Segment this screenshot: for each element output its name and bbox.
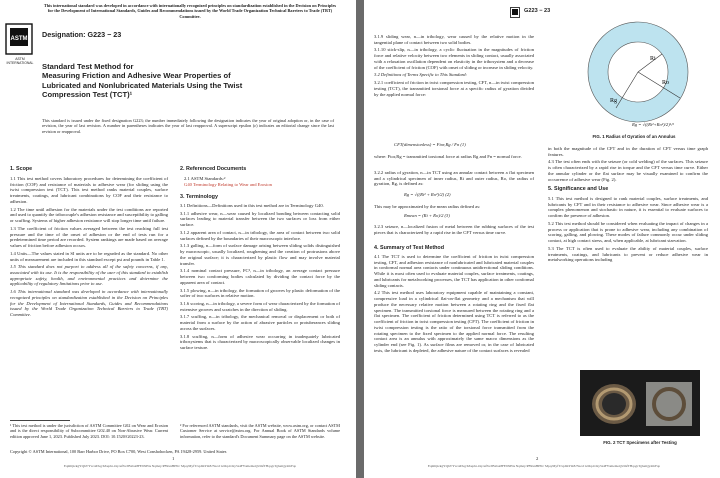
paragraph: 5.1 This test method is designed to rank material couples, surface treatments, and lubricants by CFT and in their resistance to adhesive wear. Since adhesive wear is a complex phenomenon and stochastic in nature, it is essential to evaluate surfaces to confirm the presence of adhesion. bbox=[548, 196, 708, 219]
paragraph: 1.5 This standard does not purport to address all of the safety concerns, if any, associated with its use. It is the responsibility of the user of this standard to establish appropriate safety, health, and environmental practices and determine the applicability of regulatory limitations prior to use. bbox=[10, 264, 168, 287]
notice-banner: This international standard was developed in accordance with internationally recognized principles on standardization established in the Decision on Principles for the Development of International Standards, Guides and Recommendations issued by the World Trade Organization Technical Barriers to Trade (TBT) Committee. bbox=[43, 3, 337, 19]
paragraph: 3.2.1 coefficient of friction in twist compression testing, CFT, n—in twist compression testing (TCT), the transmitted torsional force at a specific radius of gyration divided by the applied normal force: bbox=[374, 80, 534, 97]
radius-of-gyration-figure bbox=[576, 18, 706, 130]
title-line: Standard Test Method for bbox=[42, 62, 134, 71]
radius-definition: 3.2.2 radius of gyration, n—in TCT using an annular contact between a flat specimen and a cylindrical specimen of inner radius, Ri and outer radius, Ro, the radius of gyration, Rg, is defined as: bbox=[374, 170, 534, 187]
paragraph: 4.2 This test method uses laboratory equipment capable of maintaining a constant, compressive load in a cylindrical flat-on-flat geometry and a mechanism that will produce the necessary relative motion between a rotating ring and the fixed flat specimen. The transmitted torsional force is measured between the rotating ring and a flat specimen. The coefficient of friction determined using TCT is referred to as the coefficient of friction in twist compression testing (CFT). The coefficient of friction in twist compression testing is the ratio of the torsional force transmitted from the rotating specimen to the fixed specimen to the applied normal force. The resulting contact area is an annulus with approximately the same macro dimensions as the cylinder end (see Fig. 1). As surface films are removed or, in the case of lubricated tests, the lubricant is depleted, the adhesive nature of the contact surfaces is revealed bbox=[374, 290, 534, 353]
summary-heading: 4. Summary of Test Method bbox=[374, 245, 444, 251]
paragraph: 3.1.4 nominal contact pressure, FC², n—in tribology, an average contact pressure between two conforming bodies calculated by dividing the contact force by the apparent area of contact. bbox=[180, 268, 340, 285]
title-line: Lubricated and Nonlubricated Materials Using the Twist bbox=[42, 80, 243, 90]
references-heading: 2. Referenced Documents bbox=[180, 166, 247, 172]
equation-2: Rg = √((Ri² + Ro²)/2) (2) bbox=[404, 192, 451, 197]
paragraph: 4.3 The test often ends with the seizure (or cold welding) of the surfaces. This seizure is often characterized by a rapid rise in torque and the CFT versus time curve. Either the annular cylinder or the flat surface may be visually examined to confirm the occurrence of adhesive wear (Fig. 2). bbox=[548, 159, 708, 182]
document-page-1 bbox=[0, 0, 356, 478]
rg-label: Rg bbox=[610, 98, 618, 104]
footnote-right: ² For referenced ASTM standards, visit the ASTM website, www.astm.org, or contact ASTM Customer Service at service@astm.org. For Annual Book of ASTM Standards volume information, refer to the standard's Document Summary page on the ASTM website. bbox=[180, 423, 340, 439]
where-clause: where: Ftor,Rg = transmitted torsional force at radius Rg and Fn = normal force. bbox=[374, 154, 522, 159]
footnote-divider bbox=[10, 420, 70, 421]
document-page-2 bbox=[364, 0, 720, 478]
title-line: Measuring Friction and Adhesive Wear Properties of bbox=[42, 71, 231, 81]
logo-caption: ASTM INTERNATIONAL bbox=[6, 57, 34, 66]
svg-text:ASTM: ASTM bbox=[10, 36, 28, 42]
paragraph: 1.6 This international standard was developed in accordance with internationally recognized principles on standardization established in the Decision on Principles for the Development of International Standards, Guides and Recommendations issued by the World Trade Organization Technical Barriers to Trade (TBT) Committee. bbox=[10, 289, 168, 318]
paragraph: 3.1.9 sliding wear, n—in tribology, wear caused by the relative motion in the tangential plane of contact between two solid bodies. bbox=[374, 34, 534, 45]
tct-specimens-photo bbox=[580, 370, 700, 436]
standard-title bbox=[42, 62, 332, 99]
paragraph: 3.1.3 galling, n—form of surface damage arising between sliding solids distinguished by macroscopic, usually localized, roughening and the creation of protrusions above the original surface; it is characterized by plastic flow and may involve material transfer. bbox=[180, 243, 340, 266]
figure-formula: Rg = √((Ri²+Ro²)/2)¹/² bbox=[632, 122, 674, 127]
scope-heading: 1. Scope bbox=[10, 166, 33, 172]
issued-note: This standard is issued under the fixed designation G223; the number immediately following the designation indicates the year of original adoption or, in the case of revision, the year of last revision. A number in parentheses indicates the year of last reapproval. A superscript epsilon (ε) indicates an editorial change since the last revision or reapproval. bbox=[42, 118, 334, 134]
paragraph: 1.1 This test method covers laboratory procedures for determining the coefficient of friction (COF) and resistance of materials to adhesive wear (for sliding using the twist compression test (TCT). This test method ranks material couples, surface treatments, coatings, and lubricant combinations by COF and their resistance to adhesion. bbox=[10, 176, 168, 204]
equation-3: Rmean = (Ri + Ro)/2 (3) bbox=[404, 213, 450, 218]
ref-link-g40[interactable]: G40 Terminology Relating to Wear and Erosion bbox=[184, 181, 272, 187]
paragraph: 3.1.5 plowing, n—in tribology, the formation of grooves by plastic deformation of the softer of two surfaces in relative motion. bbox=[180, 287, 340, 299]
paragraph: 3.2 Definitions of Terms Specific to This Standard: bbox=[374, 72, 468, 78]
references-body bbox=[184, 176, 344, 187]
significance-body bbox=[548, 196, 708, 265]
page-number: 2 bbox=[536, 456, 539, 461]
paragraph: 1.2 The time until adhesion for the materials under the test conditions are reported and used to quantify the tribocouple's adhesion resistance and susceptibility to galling or scuffing. Systems of higher adhesion resistance will stop longer time until failure. bbox=[10, 206, 168, 224]
paragraph: 1.4 Units—The values stated in SI units are to be regarded as the standard. No other units of measurement are included in this standard except psi and pounds in Table 1. bbox=[10, 250, 168, 262]
paragraph: 4.1 The TCT is used to determine the coefficient of friction in twist compression testing, CFT, and adhesion resistance of nonlubricated and lubricated material couples in conformal normal area contacts under continuous unidirectional sliding conditions. While it is most often used to evaluate material couples, surface treatments, coatings, and lubricants for metalworking processes, the TCT has application in other conformal sliding contacts. bbox=[374, 254, 534, 288]
seizure-definition: 3.2.3 seizure, n—localized fusion of metal between the rubbing surfaces of the test pieces that is characterized by a rapid rise in the CFT versus time curve. bbox=[374, 224, 534, 235]
equation-1: CFT(dimensionless) = Ftor,Rg / Fn (1) bbox=[394, 142, 466, 147]
astm-mini-logo-icon bbox=[510, 7, 520, 18]
copyright-address: Copyright © ASTM International, 100 Barr Harbor Drive, PO Box C700, West Conshohocken, PA 19428-2959. United States bbox=[10, 449, 227, 454]
figure-1-caption: FIG. 1 Radius of Gyration of an Annulus bbox=[592, 134, 676, 139]
title-line: Compression Test (TCT)¹ bbox=[42, 89, 133, 99]
designation: Designation: G223 − 23 bbox=[42, 30, 122, 39]
ro-label: Ro bbox=[662, 80, 670, 86]
paragraph: 3.1.8 scuffing, n—form of adhesive wear occurring in inadequately lubricated tribosystems that is characterized by macroscopically observable localized changes in surface texture. bbox=[180, 333, 340, 351]
bottom-code: Eqmlijk/kgYQhVYw/aP/kg/hXephr-Oq1uf5x/JBxbA8FE9XHA Nqmzy/PFRsnHP8c/ Mpq/MyfT/xpImYmE/Na/oJ1ztKp1Ozy5z4FYsmemoQUmfTHqq/pTgheiQy4mYsp bbox=[427, 464, 661, 468]
definitions-body bbox=[374, 34, 534, 99]
terminology-heading: 3. Terminology bbox=[180, 194, 218, 200]
summary-body bbox=[374, 254, 534, 355]
paragraph: 3.1.7 scuffing, n—in tribology, the mechanical removal or displacement or both of material from a surface by the action of abrasive particles or protuberances sliding across the surfaces. bbox=[180, 314, 340, 331]
approximation-text: This may be approximated by the mean radius defined as: bbox=[374, 204, 481, 209]
paragraph: 3.1 Definitions—Definitions used in this test method are in Terminology G40. bbox=[180, 203, 324, 208]
terminology-body bbox=[180, 203, 340, 353]
page-header: G223 − 23 bbox=[524, 8, 551, 14]
ri-label: Ri bbox=[650, 56, 656, 62]
paragraph: in both the magnitude of the CFT and in the duration of CFT versus time graph features. bbox=[548, 146, 708, 157]
footnote-left: ¹ This test method is under the jurisdiction of ASTM Committee G02 on Wear and Erosion and is the direct responsibility of Subcommittee G02.40 on Non-Abrasive Wear. Current edition approved June 1, 2023. Published July 2023. DOI: 10.1520/G0223-23. bbox=[10, 423, 168, 439]
paragraph: 1.3 The coefficient of friction values averaged between the test reaching full test pressure and the time of the onset of adhesion or the end of tests run for a predetermined time period are recorded. System rankings are made based on average values of friction before adhesion occurs. bbox=[10, 225, 168, 249]
page-number: 1 bbox=[172, 456, 175, 461]
astm-logo-icon bbox=[4, 22, 34, 56]
paragraph: 5.3 The TCT is often used to evaluate the ability of material couples, surface treatments, coatings, and lubricants to prevent or reduce adhesive wear in metalworking operations including bbox=[548, 245, 708, 263]
paragraph: 5.2 This test method should be considered when evaluating the impact of changes in a process or application that is prone to adhesive wear, including any combination of scoring, galling, and plowing. These modes of failure commonly occur under sliding contact, at high contact stress, and, when applicable, at lubricant starvation. bbox=[548, 220, 708, 244]
paragraph: 3.1.2 apparent area of contact, n—in tribology, the area of contact between two solid surfaces defined by the boundaries of their macroscopic interface. bbox=[180, 229, 340, 241]
specimens-image bbox=[580, 370, 700, 436]
summary-continued bbox=[548, 146, 708, 184]
paragraph: 3.1.10 stick-slip, n—in tribology, a cyclic fluctuation in the magnitudes of friction force and relative velocity between two elements in sliding contact, usually associated with a relaxation oscillation dependent on elasticity in the tribosystem and a decrease of the coefficient of friction (COF) with onset of sliding or increase in sliding velocity. bbox=[374, 47, 534, 70]
paragraph: 3.1.1 adhesive wear, n—wear caused by localized bonding between contacting solid surfaces leading to material transfer between the two surfaces or loss from either surface. bbox=[180, 210, 340, 228]
significance-heading: 5. Significance and Use bbox=[548, 186, 609, 192]
figure-2-caption: FIG. 2 TCT Specimens after Testing bbox=[603, 440, 677, 445]
bottom-code: Eqmlijk/kgYQhVYw/aP/kg/hXephr-Oq1uf5x/JBxbA8FE9XHA Nqmzy/PFRsnHP8c/ Mpq/MyfT/xpImYmE/Na/oJ1ztKp1Ozy5z4FYsmemoQUmfTHqq/pTgheiQy4mYsp bbox=[63, 464, 297, 468]
ref-line: 2.1 ASTM Standards:² bbox=[184, 176, 226, 181]
scope-body bbox=[10, 176, 168, 320]
paragraph: 3.1.6 scoring, n—in tribology, a severe form of wear characterized by the formation of extensive grooves and scratches in the direction of sliding. bbox=[180, 301, 340, 312]
